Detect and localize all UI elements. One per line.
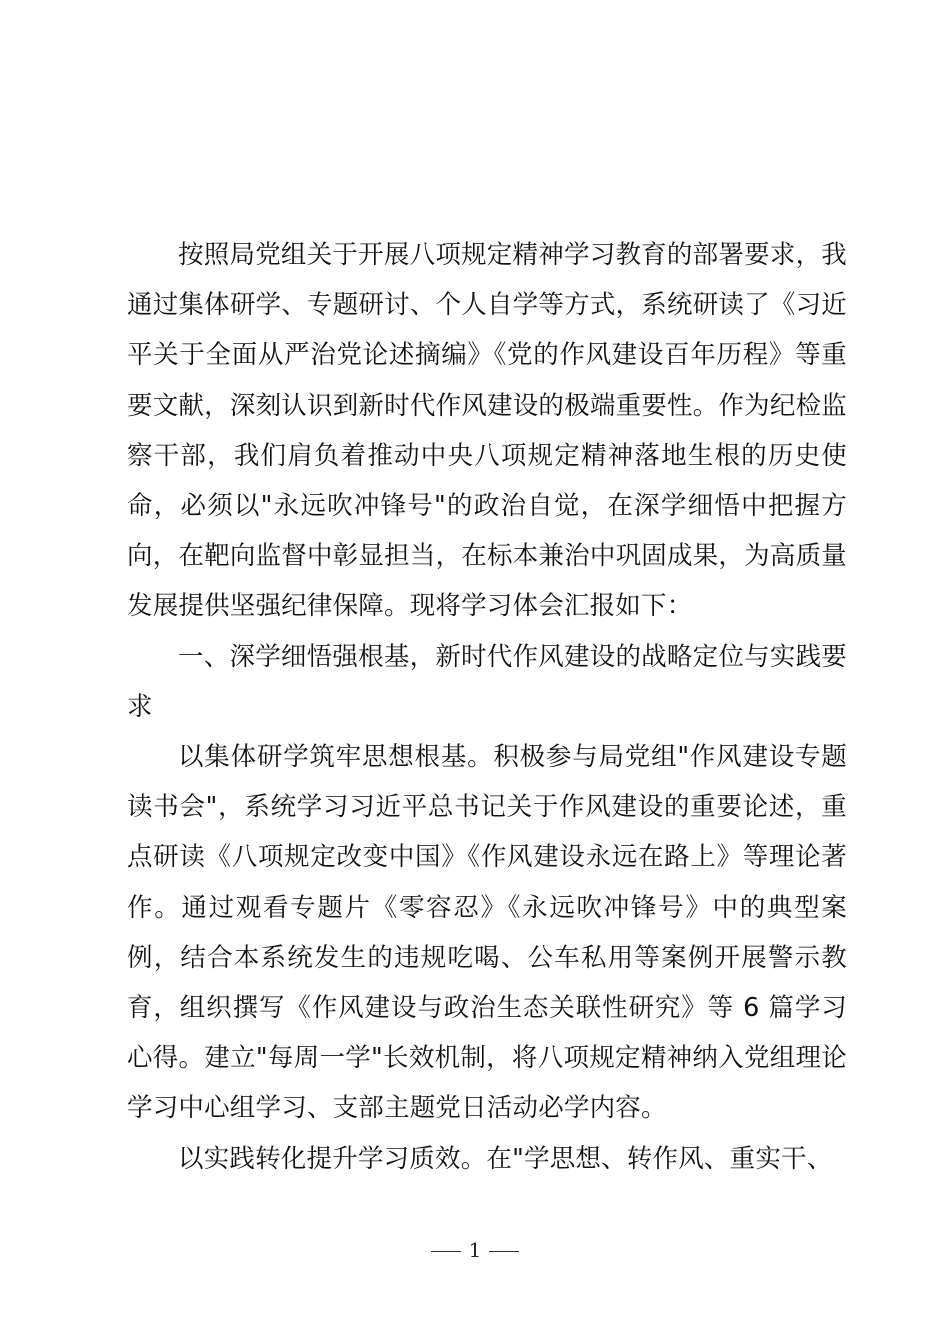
document-body <box>127 230 847 1184</box>
page-number: 1 <box>468 1238 482 1262</box>
body-paragraph-1: 以集体研学筑牢思想根基。积极参与局党组"作风建设专题读书会"，系统学习习近平总书记关于作风建设的重要论述，重点研读《八项规定改变中国》《作风建设永远在路上》等理论著作。通过观看专题片《零容忍》《永远吹冲锋号》中的典型案例，结合本系统发生的违规吃喝、公车私用等案例开展警示教育，组织撰写《作风建设与政治生态关联性研究》等 6 篇学习心得。建立"每周一学"长效机制，将八项规定精神纳入党组理论学习中心组学习、支部主题党日活动必学内容。 <box>127 742 847 1124</box>
intro-paragraph: 按照局党组关于开展八项规定精神学习教育的部署要求，我通过集体研学、专题研讨、个人自学等方式，系统研读了《习近平关于全面从严治党论述摘编》《党的作风建设百年历程》等重要文献，深刻认识到新时代作风建设的极端重要性。作为纪检监察干部，我们肩负着推动中央八项规定精神落地生根的历史使命，必须以"永远吹冲锋号"的政治自觉，在深学细悟中把握方向，在靶向监督中彰显担当，在标本兼治中巩固成果，为高质量发展提供坚强纪律保障。现将学习体会汇报如下： <box>127 240 847 622</box>
footer-dash-left <box>431 1251 461 1252</box>
footer-dash-right <box>489 1251 519 1252</box>
page-footer <box>0 1238 950 1262</box>
body-paragraph-2: 以实践转化提升学习质效。在"学思想、转作风、重实干、 <box>178 1143 833 1174</box>
section-heading-1: 一、深学细悟强根基，新时代作风建设的战略定位与实践要求 <box>127 641 847 722</box>
